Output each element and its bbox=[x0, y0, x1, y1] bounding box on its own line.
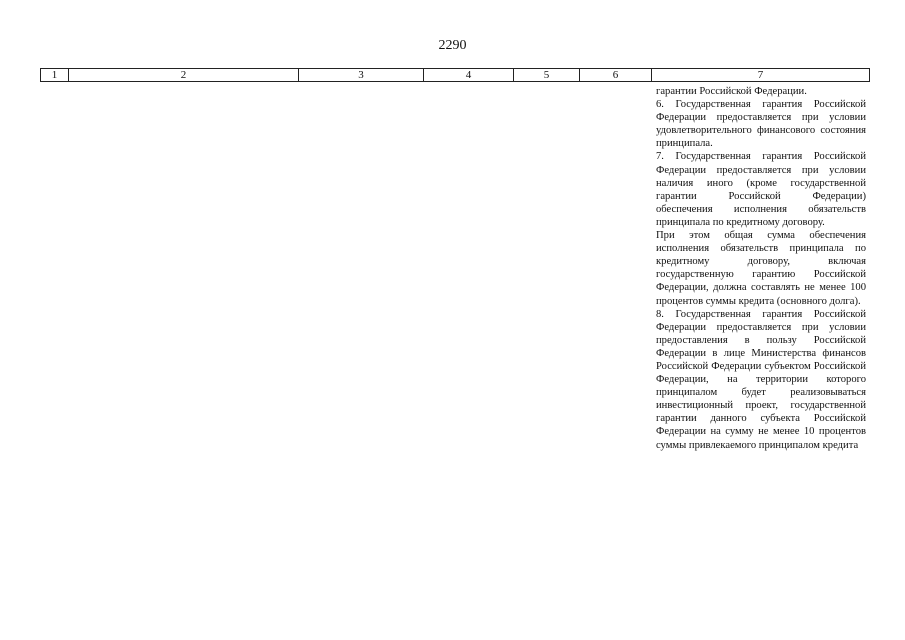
column-header-3: 3 bbox=[299, 69, 424, 81]
paragraph-guarantee-end: гарантии Российской Федерации. bbox=[656, 86, 807, 97]
table-header-row bbox=[40, 68, 870, 82]
paragraph-item-8: 8. Государственная гарантия Российской Федерации предоставляется при условии предоставления в пользу Российской Федерации в лице Министерства финансов Российской Федерации субъектом Российской Федерации, на территории которого принципалом будет реализовываться инвестиционный проект, государственной гарантии данного субъекта Российской Федерации на сумму не менее 10 процентов суммы привлекаемого принципалом кредита bbox=[656, 308, 866, 451]
column-header-5: 5 bbox=[514, 69, 580, 81]
column-header-7: 7 bbox=[757, 69, 764, 81]
column-header-4: 4 bbox=[424, 69, 514, 81]
column-7-text bbox=[656, 85, 866, 452]
column-header-6: 6 bbox=[580, 69, 652, 81]
paragraph-item-7: 7. Государственная гарантия Российской Федерации предоставляется при условии наличия иного (кроме государственной гарантии Российской Федерации) обеспечения исполнения обязательств принципала по кредитному договору. bbox=[656, 151, 866, 228]
paragraph-total-security: При этом общая сумма обеспечения исполнения обязательств принципала по кредитному договору, включая государственную гарантию Российской Федерации, должна составлять не менее 100 процентов суммы кредита (основного долга). bbox=[656, 230, 866, 307]
paragraph-item-6: 6. Государственная гарантия Российской Федерации предоставляется при условии удовлетворительного финансового состояния принципала. bbox=[656, 99, 866, 150]
column-header-1: 1 bbox=[41, 69, 69, 81]
column-header-2: 2 bbox=[69, 69, 299, 81]
page-number: 2290 bbox=[438, 38, 467, 53]
